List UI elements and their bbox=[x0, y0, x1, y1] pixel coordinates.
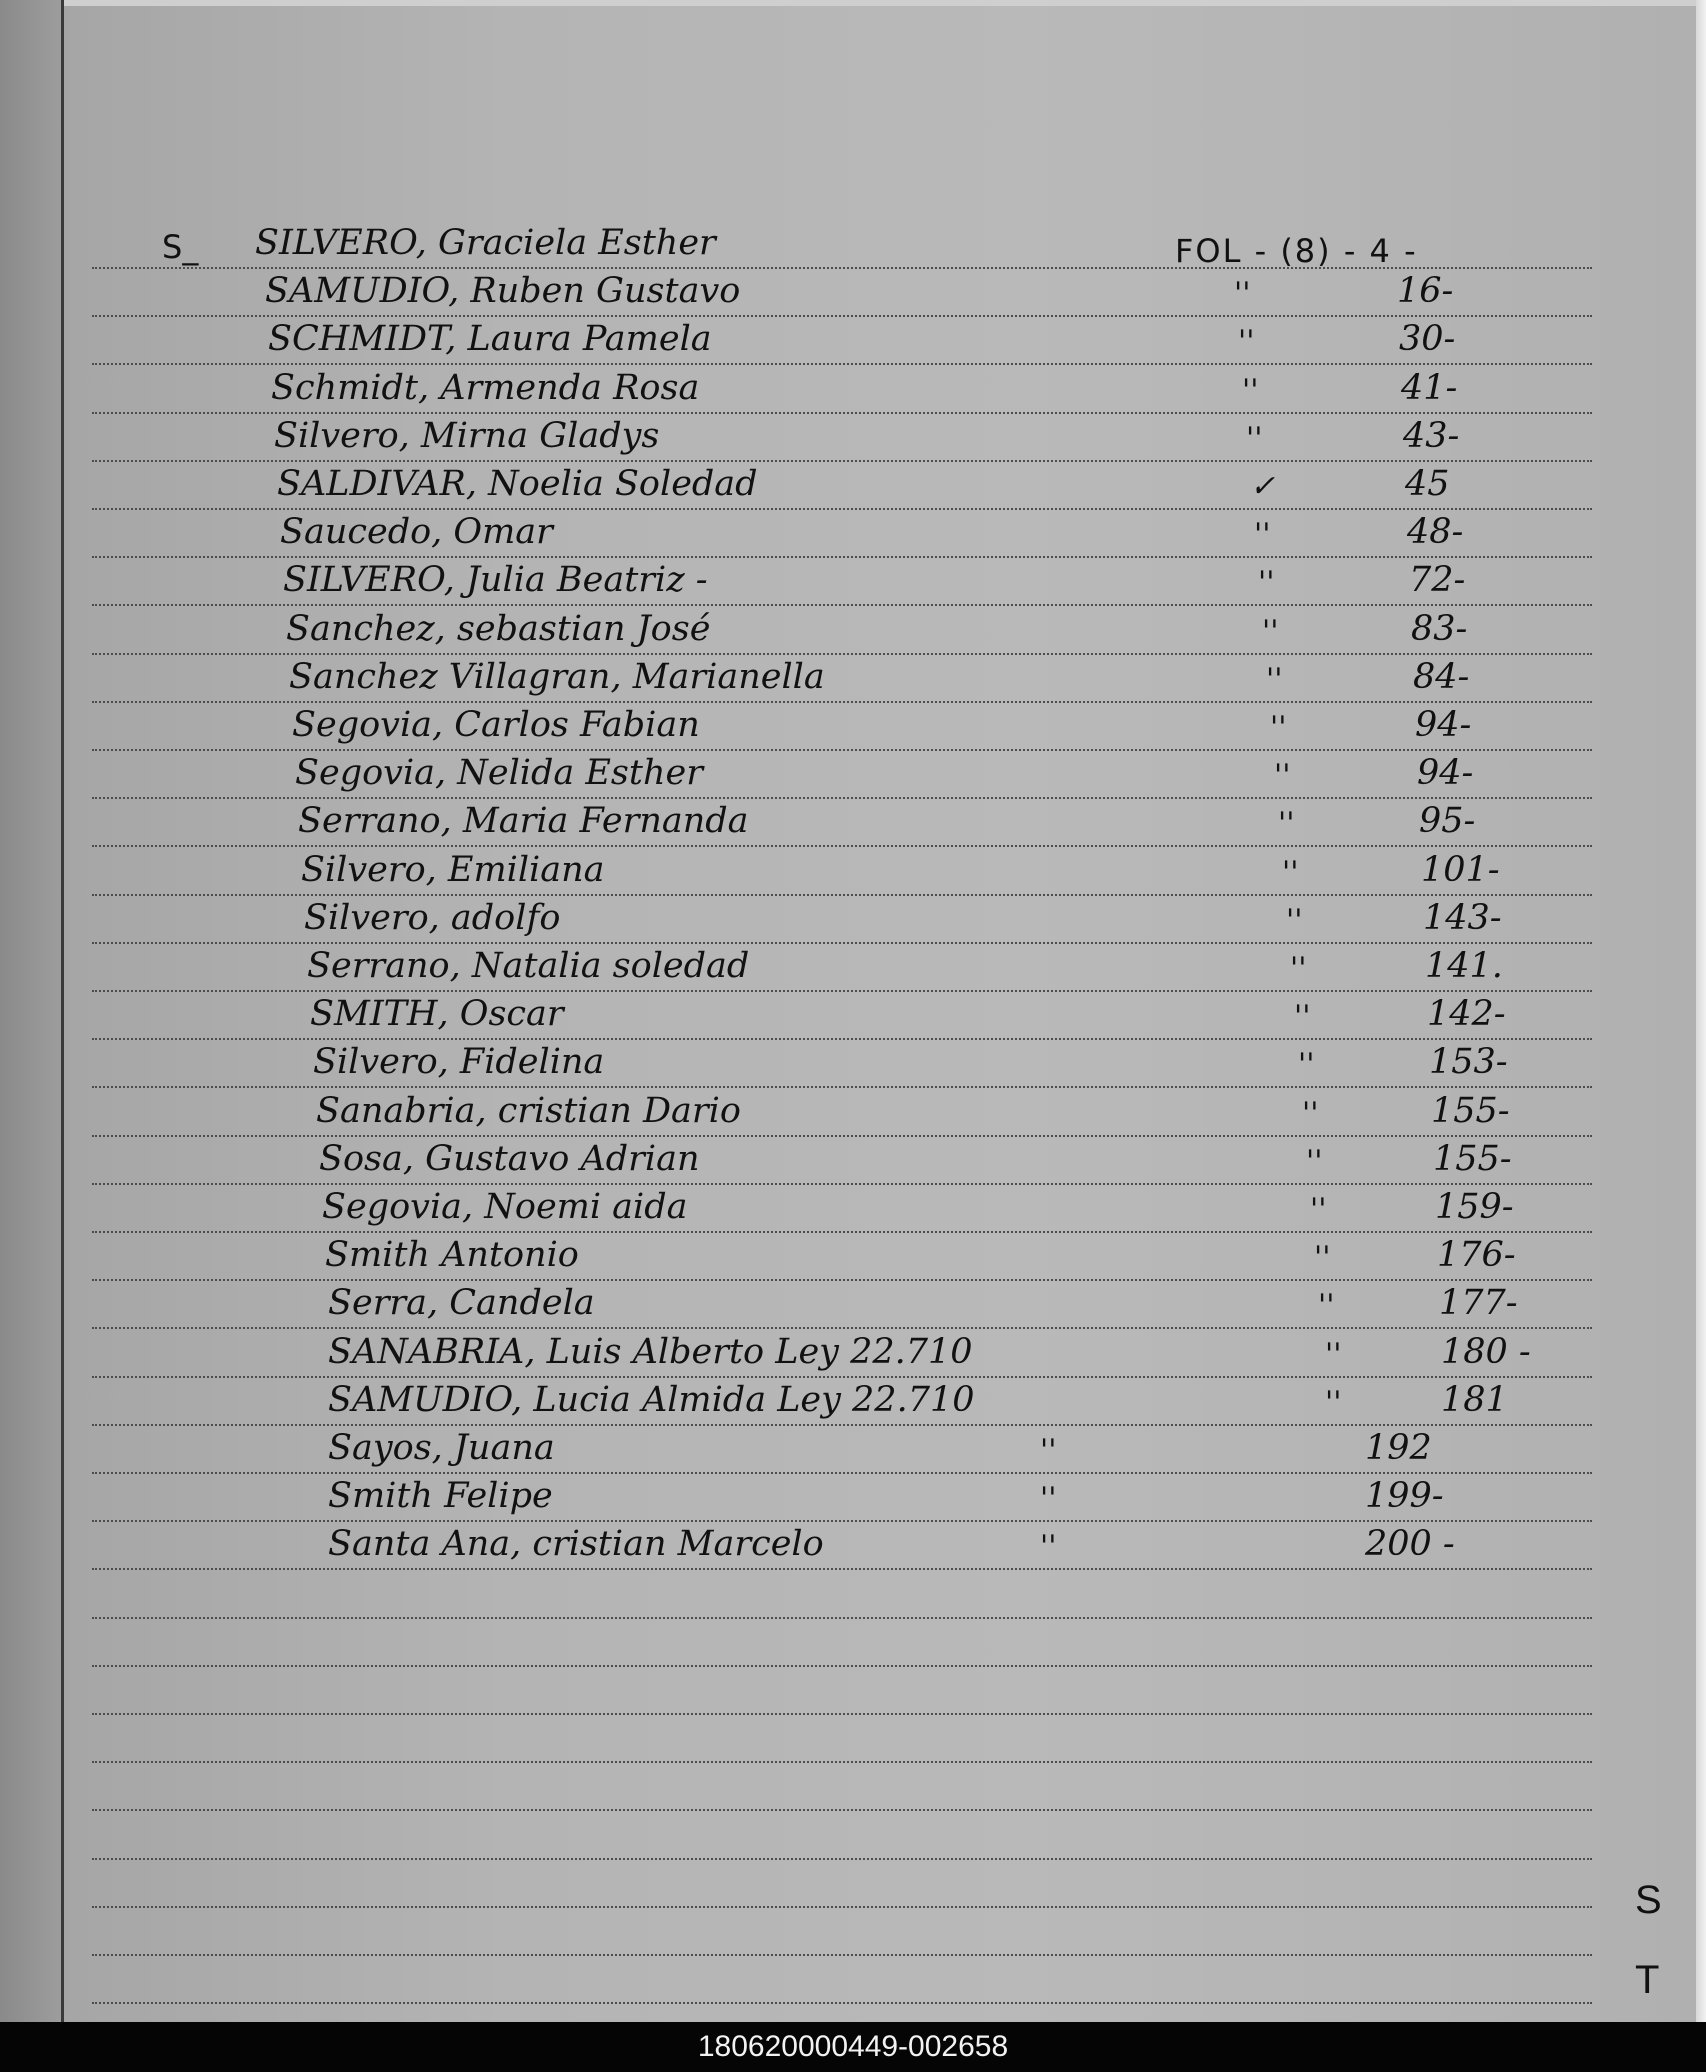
index-entry bbox=[328, 1426, 1560, 1472]
index-entry bbox=[316, 1089, 1560, 1135]
entry-folio: 30- bbox=[1399, 319, 1456, 359]
entry-folio: 43- bbox=[1403, 416, 1460, 456]
ditto-mark: '' bbox=[1302, 1096, 1319, 1131]
ditto-mark: '' bbox=[1270, 710, 1287, 745]
entry-folio: 200 - bbox=[1365, 1524, 1455, 1564]
entry-name: Segovia, Nelida Esther bbox=[295, 753, 703, 793]
ditto-mark: '' bbox=[1274, 758, 1291, 793]
entry-folio: 159- bbox=[1435, 1187, 1514, 1227]
index-entry bbox=[307, 944, 1560, 990]
ditto-mark: '' bbox=[1282, 855, 1299, 890]
entry-name: Segovia, Carlos Fabian bbox=[292, 705, 700, 745]
index-tab-s[interactable]: S bbox=[1635, 1878, 1662, 1922]
index-entry bbox=[268, 317, 1560, 363]
index-entry bbox=[310, 992, 1560, 1038]
index-entry bbox=[255, 221, 1560, 267]
index-entry bbox=[328, 1330, 1560, 1376]
entry-folio: 83- bbox=[1411, 609, 1468, 649]
ditto-mark: '' bbox=[1040, 1481, 1057, 1516]
entry-folio: 176- bbox=[1437, 1235, 1516, 1275]
ruled-line bbox=[92, 1086, 1592, 1088]
index-entry bbox=[301, 848, 1560, 894]
ditto-mark: '' bbox=[1314, 1240, 1331, 1275]
ruled-line bbox=[92, 1858, 1592, 1860]
document-id-footer: 180620000449-002658 bbox=[0, 2022, 1706, 2072]
entry-name: Sanabria, cristian Dario bbox=[316, 1091, 741, 1131]
ditto-mark: '' bbox=[1242, 373, 1259, 408]
entry-folio: 72- bbox=[1409, 560, 1466, 600]
index-entry bbox=[265, 269, 1560, 315]
entry-folio: 180 - bbox=[1441, 1332, 1531, 1372]
entry-folio: 177- bbox=[1439, 1283, 1518, 1323]
entry-folio: 181 bbox=[1441, 1380, 1508, 1420]
entry-folio: 84- bbox=[1413, 657, 1470, 697]
entry-name: SANABRIA, Luis Alberto Ley 22.710 bbox=[328, 1332, 973, 1372]
ruled-line bbox=[92, 1568, 1592, 1570]
ruled-line bbox=[92, 845, 1592, 847]
entry-folio: 41- bbox=[1401, 368, 1458, 408]
ditto-mark: '' bbox=[1325, 1337, 1342, 1372]
ditto-mark: ✓ bbox=[1250, 469, 1276, 504]
entry-folio: 192 bbox=[1365, 1428, 1432, 1468]
entry-name: SMITH, Oscar bbox=[310, 994, 564, 1034]
ruled-line bbox=[92, 363, 1592, 365]
ditto-mark: '' bbox=[1246, 421, 1263, 456]
index-entry bbox=[328, 1378, 1560, 1424]
entry-name: Silvero, Fidelina bbox=[313, 1042, 605, 1082]
entry-name: SCHMIDT, Laura Pamela bbox=[268, 319, 712, 359]
page-right-edge bbox=[1696, 0, 1706, 2022]
entry-folio: 155- bbox=[1431, 1091, 1510, 1131]
ditto-mark: '' bbox=[1325, 1385, 1342, 1420]
index-entry bbox=[298, 799, 1560, 845]
ditto-mark: '' bbox=[1040, 1529, 1057, 1564]
ditto-mark: '' bbox=[1234, 276, 1251, 311]
ruled-line bbox=[92, 604, 1592, 606]
ruled-line bbox=[92, 1665, 1592, 1667]
entry-name: Sanchez, sebastian José bbox=[286, 609, 711, 649]
entry-folio: 16- bbox=[1397, 271, 1454, 311]
entry-name: Santa Ana, cristian Marcelo bbox=[328, 1524, 824, 1564]
index-entry bbox=[304, 896, 1560, 942]
index-entry bbox=[328, 1281, 1560, 1327]
index-entry bbox=[274, 414, 1560, 460]
index-entry bbox=[295, 751, 1560, 797]
ruled-line bbox=[92, 1617, 1592, 1619]
index-tab-t[interactable]: T bbox=[1635, 1958, 1660, 2002]
entry-folio: 153- bbox=[1429, 1042, 1508, 1082]
folio-header: FOL - (8) - 4 - bbox=[1175, 232, 1418, 270]
index-entry bbox=[325, 1233, 1560, 1279]
ruled-line bbox=[92, 1954, 1592, 1956]
index-entry bbox=[319, 1137, 1560, 1183]
entry-name: Serrano, Natalia soledad bbox=[307, 946, 750, 986]
index-entry bbox=[277, 462, 1560, 508]
entry-name: Serrano, Maria Fernanda bbox=[298, 801, 749, 841]
entry-name: SALDIVAR, Noelia Soledad bbox=[277, 464, 758, 504]
ditto-mark: '' bbox=[1310, 1192, 1327, 1227]
entry-name: Saucedo, Omar bbox=[280, 512, 553, 552]
index-entry bbox=[283, 558, 1560, 604]
page-binding bbox=[0, 0, 64, 2022]
entry-folio: 48- bbox=[1407, 512, 1464, 552]
entry-folio: 101- bbox=[1421, 850, 1500, 890]
index-entry bbox=[271, 366, 1560, 412]
entry-name: SILVERO, Graciela Esther bbox=[255, 223, 716, 263]
entry-name: SAMUDIO, Lucia Almida Ley 22.710 bbox=[328, 1380, 975, 1420]
entry-folio: 95- bbox=[1419, 801, 1476, 841]
entry-folio: 94- bbox=[1417, 753, 1474, 793]
entry-folio: 142- bbox=[1427, 994, 1506, 1034]
ditto-mark: '' bbox=[1266, 662, 1283, 697]
ruled-line bbox=[92, 1809, 1592, 1811]
entry-name: Silvero, adolfo bbox=[304, 898, 561, 938]
ditto-mark: '' bbox=[1290, 951, 1307, 986]
entry-name: SILVERO, Julia Beatriz - bbox=[283, 560, 708, 600]
entry-name: Silvero, Mirna Gladys bbox=[274, 416, 660, 456]
entry-name: Smith Antonio bbox=[325, 1235, 579, 1275]
ditto-mark: '' bbox=[1298, 1047, 1315, 1082]
entry-name: Silvero, Emiliana bbox=[301, 850, 605, 890]
entry-name: Serra, Candela bbox=[328, 1283, 595, 1323]
ditto-mark: '' bbox=[1318, 1288, 1335, 1323]
index-entry bbox=[280, 510, 1560, 556]
index-entry bbox=[328, 1522, 1560, 1568]
index-entry bbox=[322, 1185, 1560, 1231]
ditto-mark: '' bbox=[1254, 517, 1271, 552]
ruled-line bbox=[92, 2002, 1592, 2004]
index-entry bbox=[313, 1040, 1560, 1086]
page-top-edge bbox=[64, 0, 1706, 6]
index-entry bbox=[286, 607, 1560, 653]
entry-folio: 155- bbox=[1433, 1139, 1512, 1179]
ruled-line bbox=[92, 1713, 1592, 1715]
index-entry bbox=[328, 1474, 1560, 1520]
index-letter-prefix: S_ bbox=[162, 228, 199, 266]
ditto-mark: '' bbox=[1278, 806, 1295, 841]
entry-name: Smith Felipe bbox=[328, 1476, 553, 1516]
entry-name: Segovia, Noemi aida bbox=[322, 1187, 688, 1227]
ruled-line bbox=[92, 1327, 1592, 1329]
entry-name: Schmidt, Armenda Rosa bbox=[271, 368, 700, 408]
ruled-line bbox=[92, 1761, 1592, 1763]
entry-name: Sanchez Villagran, Marianella bbox=[289, 657, 825, 697]
ditto-mark: '' bbox=[1262, 614, 1279, 649]
ditto-mark: '' bbox=[1286, 903, 1303, 938]
index-entry bbox=[292, 703, 1560, 749]
entry-folio: 141. bbox=[1425, 946, 1503, 986]
ditto-mark: '' bbox=[1040, 1433, 1057, 1468]
entry-name: SAMUDIO, Ruben Gustavo bbox=[265, 271, 741, 311]
entry-folio: 143- bbox=[1423, 898, 1502, 938]
ditto-mark: '' bbox=[1294, 999, 1311, 1034]
ruled-line bbox=[92, 1906, 1592, 1908]
ditto-mark: '' bbox=[1258, 565, 1275, 600]
entry-name: Sayos, Juana bbox=[328, 1428, 555, 1468]
ditto-mark: '' bbox=[1306, 1144, 1323, 1179]
entry-folio: 199- bbox=[1365, 1476, 1444, 1516]
entry-folio: 45 bbox=[1405, 464, 1450, 504]
entry-name: Sosa, Gustavo Adrian bbox=[319, 1139, 700, 1179]
ditto-mark: '' bbox=[1238, 324, 1255, 359]
entry-folio: 94- bbox=[1415, 705, 1472, 745]
index-entry bbox=[289, 655, 1560, 701]
